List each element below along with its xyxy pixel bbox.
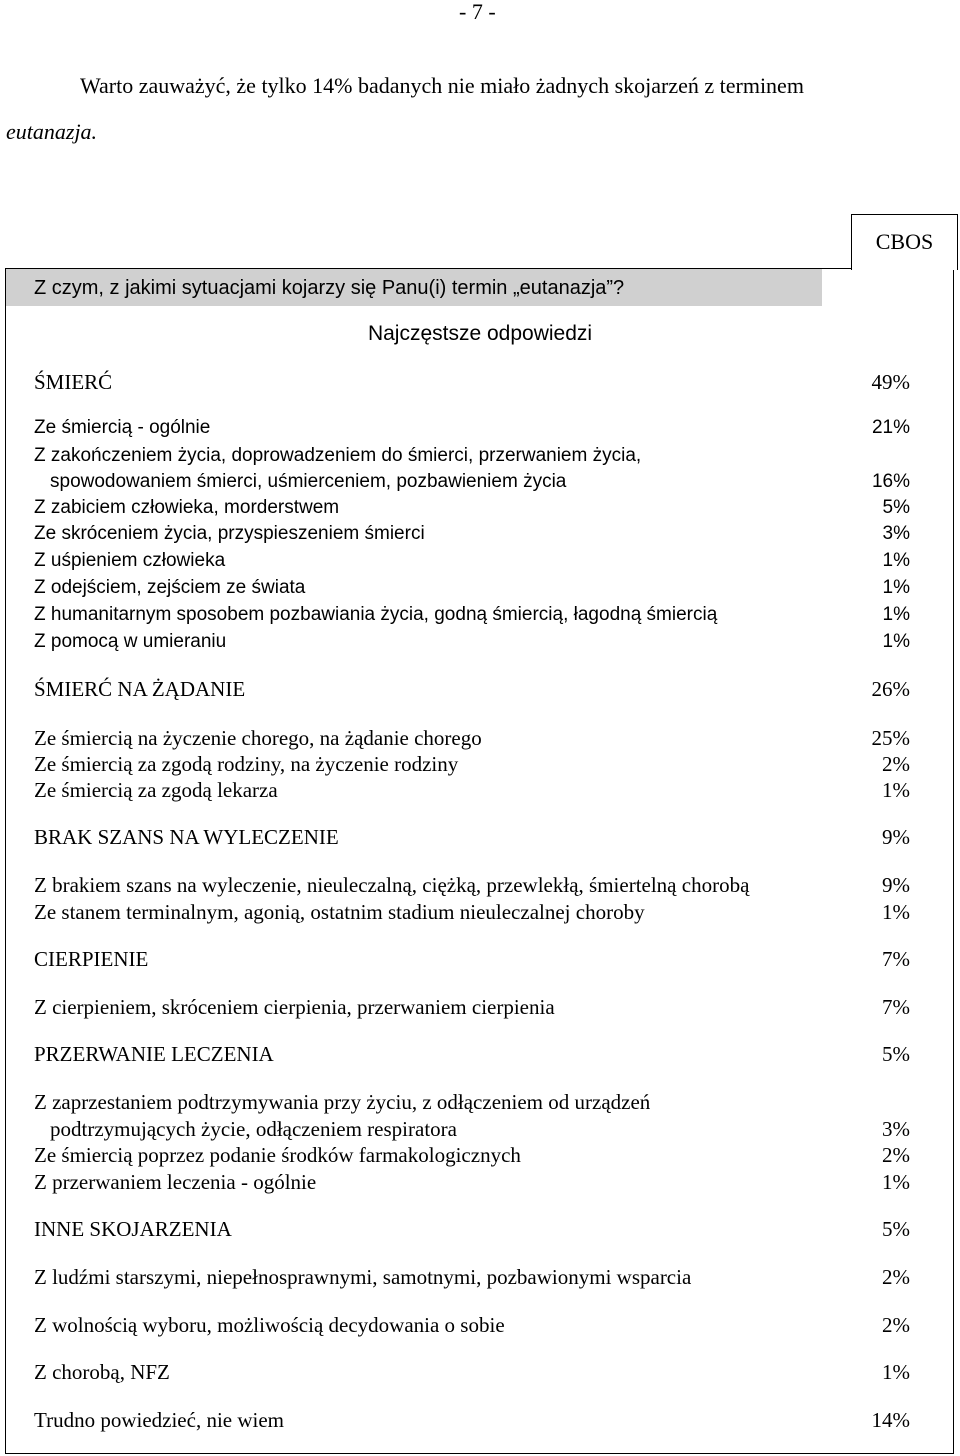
answer-value: 21% — [871, 417, 910, 438]
answer-row — [50, 1117, 910, 1141]
answer-value: 14% — [871, 1408, 910, 1432]
category-row-brak-szans — [34, 825, 910, 849]
subheading: Najczęstsze odpowiedzi — [367, 322, 593, 345]
answer-row — [34, 900, 910, 924]
answer-row — [34, 1360, 910, 1384]
answer-value: 1% — [882, 550, 910, 571]
category-value: 5% — [882, 1217, 910, 1241]
answer-value: 1% — [882, 1170, 910, 1194]
answer-label: Ze śmiercią za zgodą lekarza — [34, 778, 278, 802]
category-label: INNE SKOJARZENIA — [34, 1217, 232, 1241]
category-label: BRAK SZANS NA WYLECZENIE — [34, 825, 339, 849]
answer-label: Trudno powiedzieć, nie wiem — [34, 1408, 285, 1432]
category-label: ŚMIERĆ NA ŻĄDANIE — [34, 677, 246, 701]
answer-row-dont-know — [34, 1408, 910, 1432]
intro-text-line-1: Warto zauważyć, że tylko 14% badanych nie miało żadnych skojarzeń z terminem — [80, 73, 804, 98]
category-row-smierc — [34, 370, 910, 394]
category-label: PRZERWANIE LECZENIA — [34, 1042, 274, 1066]
answer-value: 2% — [882, 1265, 910, 1289]
answer-row — [34, 1090, 910, 1114]
answer-label: Ze śmiercią za zgodą rodziny, na życzenie rodziny — [34, 752, 459, 776]
answer-row — [34, 576, 910, 600]
answer-value: 9% — [882, 873, 910, 897]
answer-label: Ze śmiercią poprzez podanie środków farmakologicznych — [34, 1143, 521, 1167]
answer-value: 25% — [871, 726, 910, 750]
answer-row — [34, 1170, 910, 1194]
answer-row — [34, 778, 910, 802]
answer-row — [34, 1313, 910, 1337]
answer-value: 1% — [882, 631, 910, 652]
answer-value: 3% — [882, 523, 910, 544]
category-value: 26% — [871, 677, 910, 701]
answer-value: 1% — [882, 900, 910, 924]
answer-label: Z uśpieniem człowieka — [34, 550, 226, 571]
page-number: - 7 - — [459, 0, 496, 24]
answer-row — [34, 630, 910, 654]
answer-value: 1% — [882, 577, 910, 598]
answer-row — [34, 1143, 910, 1167]
answer-row — [34, 873, 910, 897]
answer-label: podtrzymujących życie, odłączeniem respiratora — [50, 1117, 457, 1141]
answer-label: Z cierpieniem, skróceniem cierpienia, przerwaniem cierpienia — [34, 995, 555, 1019]
category-value: 5% — [882, 1042, 910, 1066]
answer-row — [34, 522, 910, 546]
answer-value: 16% — [871, 471, 910, 492]
answer-label: Z zaprzestaniem podtrzymywania przy życiu, z odłączeniem od urządzeń — [34, 1090, 651, 1114]
answer-value: 7% — [882, 995, 910, 1019]
category-value: 49% — [871, 370, 910, 394]
category-value: 7% — [882, 947, 910, 971]
answer-value: 1% — [882, 604, 910, 625]
answer-value: 2% — [882, 752, 910, 776]
answer-label: Z humanitarnym sposobem pozbawiania życia, godną śmiercią, łagodną śmiercią — [34, 604, 718, 625]
category-label: CIERPIENIE — [34, 947, 149, 971]
answer-label: Ze skróceniem życia, przyspieszeniem śmierci — [34, 523, 425, 544]
answer-label: Ze stanem terminalnym, agonią, ostatnim stadium nieuleczalnej choroby — [34, 900, 645, 924]
answer-row — [34, 444, 910, 468]
answer-value: 5% — [882, 497, 910, 518]
answer-value: 1% — [882, 778, 910, 802]
answer-label: Z przerwaniem leczenia - ogólnie — [34, 1170, 317, 1194]
answer-label: Z odejściem, zejściem ze świata — [34, 577, 306, 598]
answer-label: Z zabiciem człowieka, morderstwem — [34, 497, 340, 518]
answer-label: Z ludźmi starszymi, niepełnosprawnymi, samotnymi, pozbawionymi wsparcia — [34, 1265, 692, 1289]
answer-row — [34, 752, 910, 776]
answer-row — [34, 416, 910, 440]
answer-value: 3% — [882, 1117, 910, 1141]
answer-row — [34, 995, 910, 1019]
category-row-smierc-na-zadanie — [34, 677, 910, 701]
source-label: CBOS — [851, 214, 958, 270]
answer-label: Z wolnością wyboru, możliwością decydowania o sobie — [34, 1313, 505, 1337]
answer-row — [34, 549, 910, 573]
answer-label: Ze śmiercią - ogólnie — [34, 417, 211, 438]
answer-label: Z chorobą, NFZ — [34, 1360, 170, 1384]
answer-label: Z zakończeniem życia, doprowadzeniem do śmierci, przerwaniem życia, — [34, 445, 642, 466]
answer-row — [50, 470, 910, 494]
category-row-inne-skojarzenia — [34, 1217, 910, 1241]
answer-row — [34, 1265, 910, 1289]
answer-label: Z brakiem szans na wyleczenie, nieuleczalną, ciężką, przewlekłą, śmiertelną chorobą — [34, 873, 750, 897]
answer-row — [34, 603, 910, 627]
answer-row — [34, 726, 910, 750]
intro-text-line-2: eutanazja. — [6, 119, 98, 144]
category-row-cierpienie — [34, 947, 910, 971]
answer-label: Ze śmiercią na życzenie chorego, na żądanie chorego — [34, 726, 482, 750]
answer-row — [34, 496, 910, 520]
category-value: 9% — [882, 825, 910, 849]
answer-label: spowodowaniem śmierci, uśmierceniem, pozbawieniem życia — [50, 471, 567, 492]
answer-value: 2% — [882, 1313, 910, 1337]
answer-value: 1% — [882, 1360, 910, 1384]
category-row-przerwanie-leczenia — [34, 1042, 910, 1066]
category-label: ŚMIERĆ — [34, 370, 113, 394]
answer-value: 2% — [882, 1143, 910, 1167]
question-text: Z czym, z jakimi sytuacjami kojarzy się Panu(i) termin „eutanazja”? — [34, 277, 625, 299]
answer-label: Z pomocą w umieraniu — [34, 631, 227, 652]
